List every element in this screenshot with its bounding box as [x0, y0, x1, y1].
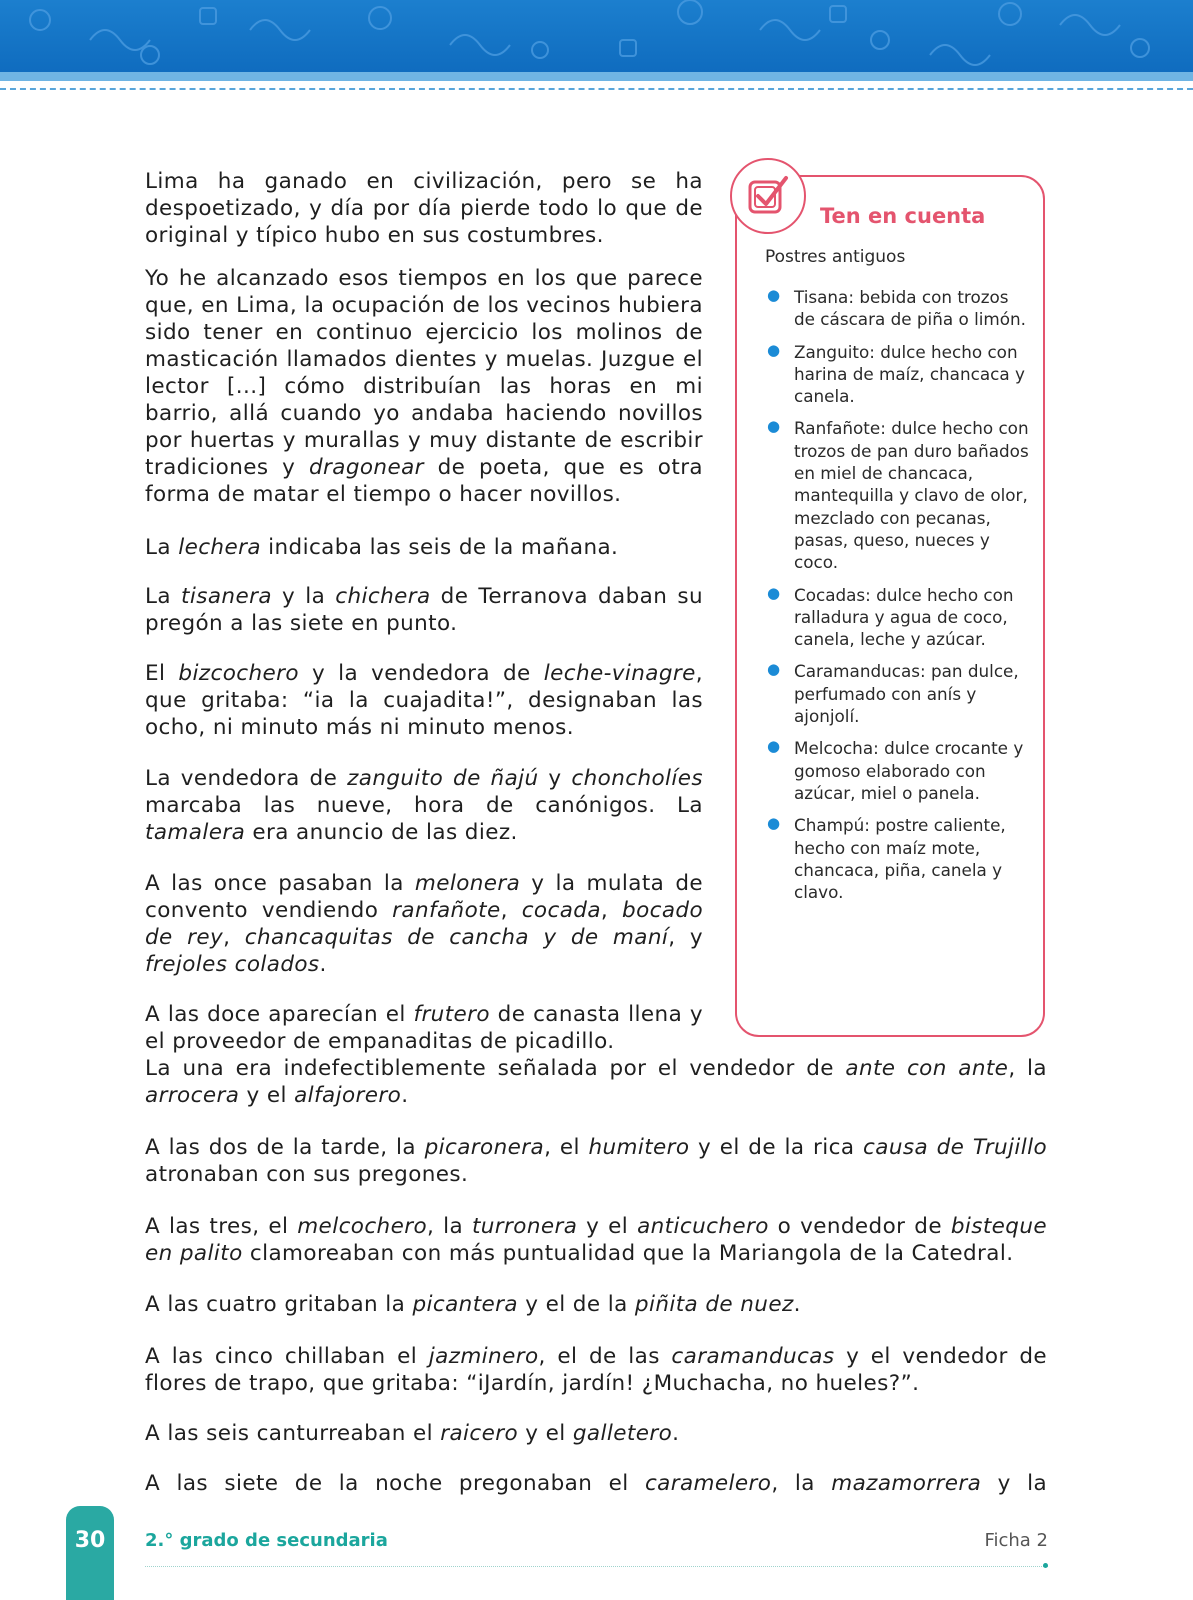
bullet-icon: ● — [767, 583, 781, 602]
bullet-icon: ● — [767, 340, 781, 359]
paragraph-6: La vendedora de zanguito de ñajú y choncholíes marcaba las nueve, hora de canónigos. La tamalera era anuncio de las diez. — [145, 766, 704, 845]
page-number: 30 — [74, 1528, 106, 1553]
dessert-description: Cocadas: dulce hecho con ralladura y agua de coco, canela, leche y azúcar. — [794, 584, 1014, 650]
dessert-list-item — [765, 737, 1030, 804]
footer-dot — [1043, 1563, 1048, 1568]
dessert-list-item — [765, 417, 1030, 573]
header-dashed-divider — [0, 88, 1193, 90]
paragraph-13: A las seis canturreaban el raicero y el galletero. — [145, 1421, 680, 1446]
grade-label: 2.° grado de secundaria — [145, 1530, 388, 1551]
paragraph-1: Lima ha ganado en civilización, pero se ha despoetizado, y día por día pierde todo lo que de original y típico hubo en sus costumbres. — [145, 169, 703, 248]
dessert-list-item — [765, 286, 1030, 331]
bullet-icon: ● — [767, 417, 781, 436]
header-band — [0, 0, 1193, 72]
paragraph-7: A las once pasaban la melonera y la mulata de convento vendiendo ranfañote, cocada, bocado de rey, chancaquitas de cancha y de maní, y frejoles colados. — [145, 871, 704, 977]
dessert-list-item — [765, 341, 1030, 408]
paragraph-5: El bizcochero y la vendedora de leche-vinagre, que gritaba: “ia la cuajadita!”, designaban las ocho, ni minuto más ni minuto menos. — [145, 661, 703, 740]
paragraph-10: A las tres, el melcochero, la turronera y el anticuchero o vendedor de bisteque en palito clamoreaban con más puntualidad que la Mariangola de la Catedral. — [145, 1214, 1048, 1266]
page-number-tab — [66, 1506, 114, 1600]
dessert-description: Ranfañote: dulce hecho con trozos de pan duro bañados en miel de chancaca, mantequilla y clavo de olor, mezclado con pecanas, pasas, queso, nueces y coco. — [794, 418, 1029, 573]
dessert-description: Tisana: bebida con trozos de cáscara de piña o limón. — [794, 287, 1026, 330]
paragraph-11: A las cuatro gritaban la picantera y el de la piñita de nuez. — [145, 1292, 801, 1317]
dessert-description: Zanguito: dulce hecho con harina de maíz, chancaca y canela. — [794, 341, 1025, 407]
bullet-icon: ● — [767, 814, 781, 833]
header-stripe — [0, 72, 1193, 81]
paragraph-8-part-2: La una era indefectiblemente señalada por el vendedor de ante con ante, la arrocera y el alfajorero. — [145, 1056, 1047, 1108]
paragraph-4: La tisanera y la chichera de Terranova daban su pregón a las siete en punto. — [145, 584, 703, 636]
paragraph-8-part-1: A las doce aparecían el frutero de canasta llena y el proveedor de empanaditas de picadillo. — [145, 1002, 703, 1054]
bullet-icon: ● — [767, 737, 781, 756]
aside-subtitle: Postres antiguos — [765, 247, 906, 267]
paragraph-14: A las siete de la noche pregonaban el caramelero, la mazamorrera y la — [145, 1471, 1048, 1496]
footer-dotted-divider — [145, 1566, 1048, 1567]
dessert-list-item — [765, 584, 1030, 651]
paragraph-3: La lechera indicaba las seis de la mañana. — [145, 535, 619, 560]
aside-title: Ten en cuenta — [820, 204, 986, 228]
doodle-pattern-icon — [0, 0, 1193, 72]
paragraph-12: A las cinco chillaban el jazminero, el de las caramanducas y el vendedor de flores de trapo, que gritaba: “iJardín, jardín! ¿Muchacha, no hueles?”. — [145, 1344, 1047, 1396]
dessert-list-item — [765, 814, 1030, 903]
bullet-icon: ● — [767, 286, 781, 304]
sheet-label: Ficha 2 — [984, 1530, 1048, 1551]
dessert-description: Champú: postre caliente, hecho con maíz mote, chancaca, piña, canela y clavo. — [794, 815, 1006, 903]
bullet-icon: ● — [767, 660, 781, 679]
dessert-description: Melcocha: dulce crocante y gomoso elaborado con azúcar, miel o panela. — [794, 738, 1024, 803]
checkbox-icon — [730, 158, 806, 234]
dessert-list-item — [765, 660, 1030, 727]
dessert-list — [765, 286, 1030, 913]
paragraph-9: A las dos de la tarde, la picaronera, el humitero y el de la rica causa de Trujillo atronaban con sus pregones. — [145, 1135, 1048, 1187]
paragraph-2: Yo he alcanzado esos tiempos en los que parece que, en Lima, la ocupación de los vecinos hubiera sido tener en continuo ejercicio los molinos de masticación llamados dientes y muelas. Juzgue el lector [...] cómo distribuían las horas en mi barrio, allá cuando yo andaba haciendo novillos por huertas y murallas y muy distante de escribir tradiciones y dragonear de poeta, que es otra forma de matar el tiempo o hacer novillos. — [145, 266, 704, 507]
dessert-description: Caramanducas: pan dulce, perfumado con anís y ajonjolí. — [794, 661, 1019, 727]
